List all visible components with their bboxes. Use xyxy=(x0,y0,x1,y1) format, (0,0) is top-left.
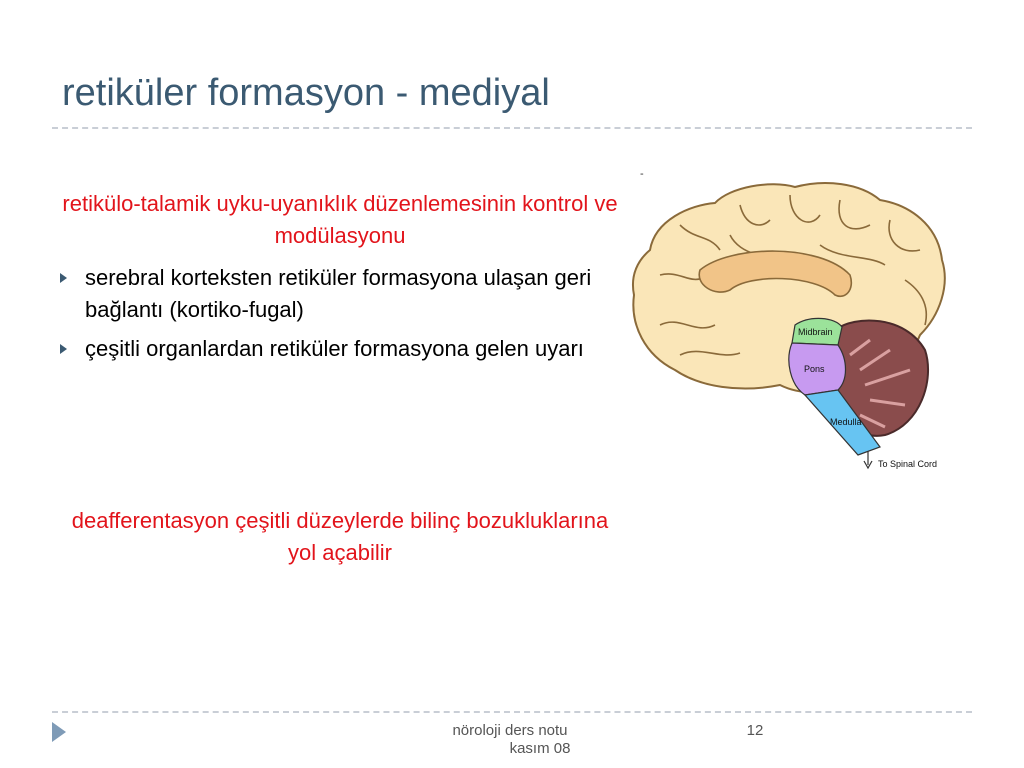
brain-diagram xyxy=(620,165,960,475)
bullet-list xyxy=(58,262,618,372)
figure-dash: - xyxy=(640,168,644,180)
bullet-item xyxy=(58,262,618,326)
medulla-label: Medulla xyxy=(830,417,862,427)
page-number: 12 xyxy=(746,722,764,739)
bullet-arrow-icon xyxy=(60,273,67,283)
slide-title: retiküler formasyon - mediyal xyxy=(62,72,550,114)
bullet-arrow-icon xyxy=(60,344,67,354)
footer-arrow-icon xyxy=(52,722,66,742)
highlight-text-top: retikülo-talamik uyku-uyanıklık düzenlemesinin kontrol ve modülasyonu xyxy=(62,191,618,248)
pons-label: Pons xyxy=(804,364,825,374)
footer-line-1: nöroloji ders notu xyxy=(452,722,568,739)
bullet-text: çeşitli organlardan retiküler formasyona gelen uyarı xyxy=(85,336,584,361)
footer-line-2: kasım 08 xyxy=(509,740,571,757)
spinal-cord-label: To Spinal Cord xyxy=(878,459,938,469)
highlight-text-bottom: deafferentasyon çeşitli düzeylerde bilinç bozukluklarına yol açabilir xyxy=(71,508,609,565)
bullet-text: serebral korteksten retiküler formasyona ulaşan geri bağlantı (kortiko-fugal) xyxy=(85,265,592,322)
bullet-item xyxy=(58,333,618,365)
footer-text xyxy=(400,722,620,758)
title-divider xyxy=(52,127,972,129)
midbrain-label: Midbrain xyxy=(798,327,833,337)
footer-divider xyxy=(52,711,972,713)
